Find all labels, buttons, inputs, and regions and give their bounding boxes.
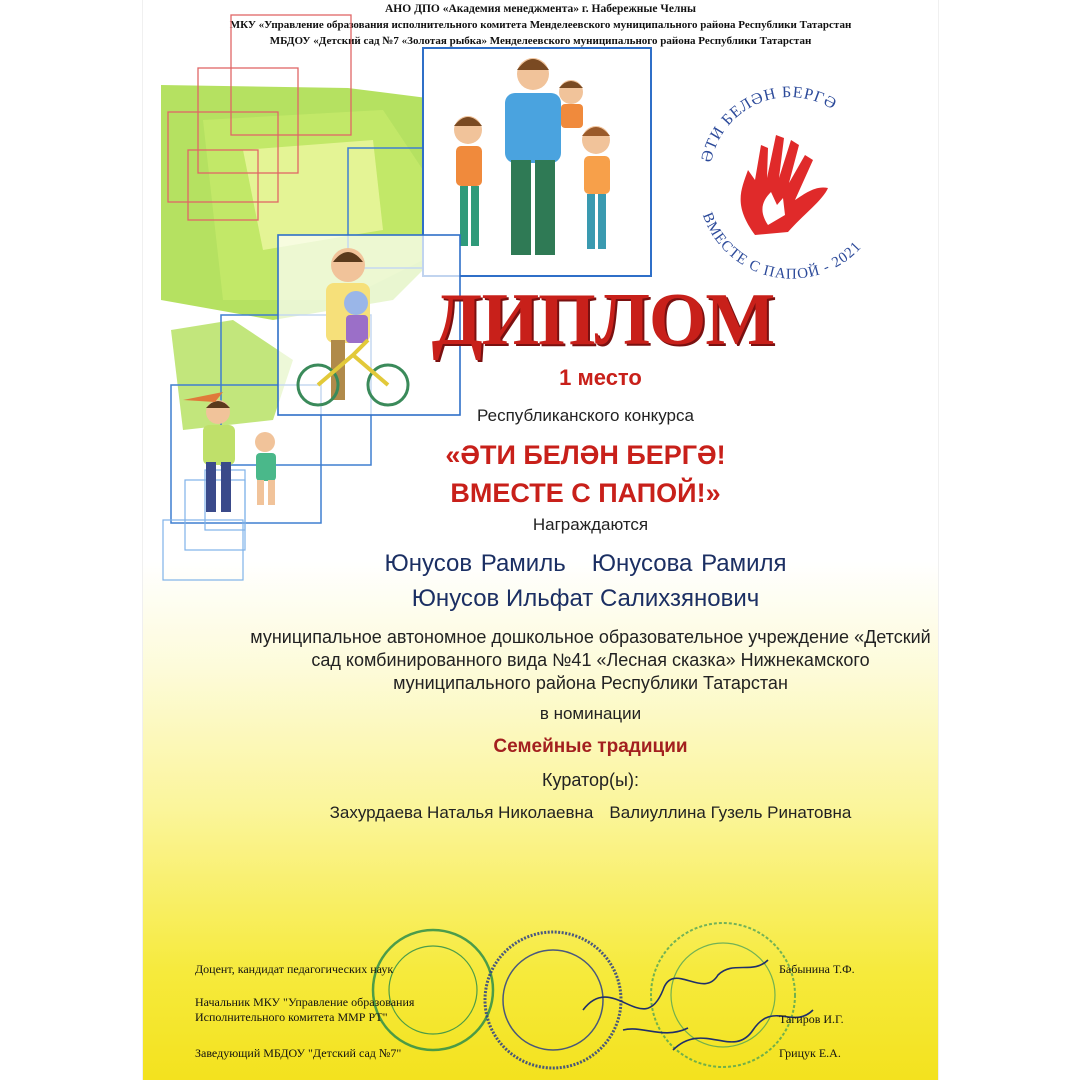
logo-bottom-text: ВМЕСТЕ С ПАПОЙ - 2021: [698, 210, 865, 283]
org-line-2: сад комбинированного вида №41 «Лесная сказка» Нижнекамского: [311, 650, 870, 670]
curator-2: Валиуллина Гузель Ринатовна: [609, 803, 852, 822]
curator-1: Захурдаева Наталья Николаевна: [329, 803, 594, 822]
contest-intro: Республиканского конкурса: [477, 406, 694, 425]
nomination-intro: в номинации: [539, 704, 642, 723]
header-line-2: МКУ «Управление образования исполнительного комитета Менделеевского муниципального района Республики Татарстан: [229, 19, 852, 31]
winner-1: Юнусов Рамиль: [384, 550, 566, 577]
svg-text:ӘТИ БЕЛӘН БЕРГӘ: [698, 84, 839, 164]
contest-name-line-2: ВМЕСТЕ С ПАПОЙ!»: [450, 478, 721, 508]
signature-name-1: Бабынина Т.Ф.: [779, 962, 855, 976]
signature-role-3: Заведующий МБДОУ "Детский сад №7": [195, 1046, 402, 1060]
logo-top-text: ӘТИ БЕЛӘН БЕРГӘ: [698, 83, 840, 164]
winner-2: Юнусова Рамиля: [591, 550, 787, 577]
diploma-title: ДИПЛОМ: [431, 279, 775, 361]
signature-name-2: Тагиров И.Г.: [779, 1012, 844, 1026]
awarded-label: Награждаются: [532, 515, 649, 534]
winners-line-1: [188, 550, 938, 578]
nomination-name: Семейные традиции: [493, 736, 688, 757]
org-line-3: муниципального района Республики Татарстан: [393, 673, 788, 693]
diploma-page: [143, 0, 938, 1080]
contest-name-line-1: «ӘТИ БЕЛӘН БЕРГӘ!: [445, 440, 726, 470]
signature-role-1: Доцент, кандидат педагогических наук: [195, 962, 394, 976]
contest-logo-text: [143, 0, 938, 1080]
signature-role-2-line-2: Исполнительного комитета ММР РТ": [195, 1010, 388, 1024]
signature-name-3: Грицук Е.А.: [779, 1046, 841, 1060]
curators-label: Куратор(ы):: [542, 770, 639, 790]
place-label: 1 место: [559, 365, 642, 390]
signature-role-2-line-1: Начальник МКУ "Управление образования: [195, 995, 415, 1009]
header-line-1: АНО ДПО «Академия менеджмента» г. Набережные Челны: [385, 3, 696, 15]
curators-line: [193, 803, 938, 823]
winner-3: Юнусов Ильфат Салихзянович: [411, 585, 760, 612]
header-line-3: МБДОУ «Детский сад №7 «Золотая рыбка» Менделеевского муниципального района Республики Татарстан: [269, 35, 812, 47]
svg-text:ВМЕСТЕ С ПАПОЙ - 2021: [699, 210, 865, 282]
org-line-1: муниципальное автономное дошкольное образовательное учреждение «Детский: [250, 627, 931, 647]
